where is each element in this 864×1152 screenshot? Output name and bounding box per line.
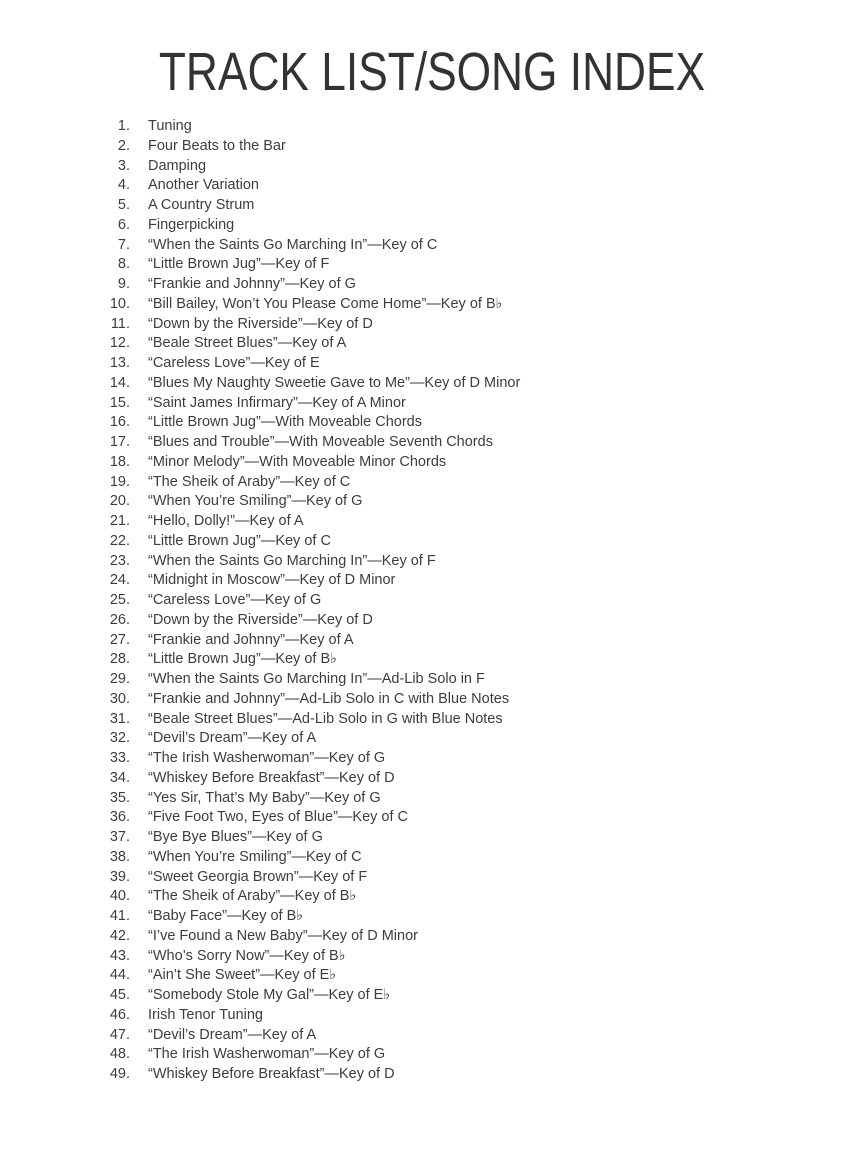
track-row bbox=[104, 374, 520, 394]
track-title: “I’ve Found a New Baby”—Key of D Minor bbox=[148, 927, 418, 944]
track-number: 47. bbox=[109, 1026, 130, 1043]
track-number: 16. bbox=[109, 414, 130, 431]
track-number: 4. bbox=[117, 177, 130, 194]
track-row bbox=[104, 1006, 520, 1026]
track-number: 13. bbox=[109, 355, 130, 371]
track-row bbox=[104, 216, 520, 236]
track-row bbox=[104, 157, 520, 177]
track-number: 22. bbox=[109, 532, 130, 549]
track-title: “Baby Face”—Key of B♭ bbox=[148, 908, 304, 924]
track-row bbox=[104, 966, 520, 986]
track-title: “When the Saints Go Marching In”—Key of F bbox=[148, 552, 436, 569]
track-list bbox=[104, 117, 520, 1085]
track-number: 15. bbox=[109, 394, 130, 411]
track-number: 39. bbox=[109, 868, 130, 885]
track-number: 8. bbox=[117, 256, 130, 273]
track-title: “Little Brown Jug”—Key of C bbox=[148, 532, 331, 549]
page-title: TRACK LIST/SONG INDEX bbox=[158, 42, 706, 102]
track-title: “The Sheik of Araby”—Key of C bbox=[148, 473, 351, 490]
track-row bbox=[104, 986, 520, 1006]
track-title: “Whiskey Before Breakfast”—Key of D bbox=[148, 769, 395, 786]
track-row bbox=[104, 137, 520, 157]
track-row bbox=[104, 631, 520, 651]
track-row bbox=[104, 473, 520, 493]
track-title: “Down by the Riverside”—Key of D bbox=[148, 315, 373, 332]
track-title: Four Beats to the Bar bbox=[148, 137, 286, 154]
track-title: “Devil’s Dream”—Key of A bbox=[148, 730, 317, 747]
track-number: 12. bbox=[109, 335, 130, 352]
track-title: “Blues My Naughty Sweetie Gave to Me”—Key of D Minor bbox=[148, 374, 521, 391]
track-number: 21. bbox=[109, 513, 130, 529]
track-row bbox=[104, 176, 520, 196]
track-title: “When the Saints Go Marching In”—Ad-Lib Solo in F bbox=[148, 671, 485, 687]
track-title: “When the Saints Go Marching In”—Key of C bbox=[148, 236, 438, 253]
track-number: 48. bbox=[109, 1046, 130, 1063]
track-number: 37. bbox=[109, 829, 130, 845]
track-number: 6. bbox=[117, 216, 130, 233]
track-title: “Bye Bye Blues”—Key of G bbox=[148, 829, 323, 845]
track-title: Fingerpicking bbox=[148, 216, 235, 233]
track-number: 10. bbox=[109, 295, 130, 312]
track-row bbox=[104, 394, 520, 414]
track-title: “The Irish Washerwoman”—Key of G bbox=[148, 1046, 386, 1063]
track-row bbox=[104, 552, 520, 572]
track-row bbox=[104, 315, 520, 335]
track-row bbox=[104, 117, 520, 137]
track-row bbox=[104, 255, 520, 275]
track-row bbox=[104, 828, 520, 848]
track-number: 45. bbox=[109, 987, 130, 1003]
track-number: 5. bbox=[117, 197, 130, 213]
track-row bbox=[104, 907, 520, 927]
track-title: “Somebody Stole My Gal”—Key of E♭ bbox=[148, 987, 391, 1003]
track-number: 2. bbox=[117, 137, 130, 154]
track-number: 14. bbox=[109, 374, 130, 391]
track-number: 30. bbox=[109, 690, 130, 707]
track-number: 42. bbox=[109, 927, 130, 944]
track-number: 32. bbox=[109, 730, 130, 747]
track-title: “Ain’t She Sweet”—Key of E♭ bbox=[148, 967, 337, 984]
track-row bbox=[104, 591, 520, 611]
track-number: 7. bbox=[117, 236, 130, 253]
track-number: 9. bbox=[117, 276, 130, 292]
track-row bbox=[104, 947, 520, 967]
track-title: “Careless Love”—Key of G bbox=[148, 592, 322, 608]
track-title: “Saint James Infirmary”—Key of A Minor bbox=[148, 394, 406, 411]
track-row bbox=[104, 532, 520, 552]
track-row bbox=[104, 196, 520, 216]
track-row bbox=[104, 453, 520, 473]
track-title: “Beale Street Blues”—Key of A bbox=[148, 335, 347, 352]
track-title: “Beale Street Blues”—Ad-Lib Solo in G with Blue Notes bbox=[148, 710, 503, 727]
track-row bbox=[104, 611, 520, 631]
track-row bbox=[104, 433, 520, 453]
track-number: 23. bbox=[109, 552, 130, 569]
track-row bbox=[104, 512, 520, 532]
track-title: “Careless Love”—Key of E bbox=[148, 355, 320, 371]
track-title: “Little Brown Jug”—With Moveable Chords bbox=[148, 414, 422, 431]
track-row bbox=[104, 650, 520, 670]
track-row bbox=[104, 729, 520, 749]
track-row bbox=[104, 749, 520, 769]
track-title: “Who’s Sorry Now”—Key of B♭ bbox=[148, 947, 346, 964]
track-row bbox=[104, 295, 520, 315]
track-title: Damping bbox=[148, 157, 207, 174]
track-row bbox=[104, 670, 520, 690]
track-number: 26. bbox=[109, 611, 130, 628]
track-number: 40. bbox=[109, 888, 130, 905]
track-number: 35. bbox=[109, 789, 130, 806]
track-number: 24. bbox=[109, 572, 130, 589]
track-number: 44. bbox=[109, 967, 130, 984]
track-number: 49. bbox=[109, 1066, 130, 1082]
track-number: 18. bbox=[109, 453, 130, 470]
track-row bbox=[104, 769, 520, 789]
track-number: 20. bbox=[109, 493, 130, 510]
track-number: 11. bbox=[110, 315, 130, 332]
track-title: “Frankie and Johnny”—Ad-Lib Solo in C with Blue Notes bbox=[148, 690, 510, 707]
track-number: 41. bbox=[109, 908, 130, 924]
track-number: 28. bbox=[109, 651, 130, 668]
track-title: “Sweet Georgia Brown”—Key of F bbox=[148, 868, 368, 885]
track-title: “Hello, Dolly!”—Key of A bbox=[148, 513, 304, 529]
track-row bbox=[104, 1045, 520, 1065]
track-number: 27. bbox=[109, 631, 130, 648]
track-title: “Devil’s Dream”—Key of A bbox=[148, 1026, 317, 1043]
track-row bbox=[104, 1026, 520, 1046]
track-number: 29. bbox=[109, 671, 130, 687]
track-number: 43. bbox=[109, 947, 130, 964]
track-number: 36. bbox=[109, 809, 130, 826]
track-number: 1. bbox=[117, 118, 130, 134]
track-title: “When You’re Smiling”—Key of C bbox=[148, 848, 362, 865]
track-row bbox=[104, 868, 520, 888]
track-row bbox=[104, 236, 520, 256]
track-row bbox=[104, 275, 520, 295]
track-row bbox=[104, 789, 520, 809]
track-title: “Little Brown Jug”—Key of B♭ bbox=[148, 651, 337, 668]
track-row bbox=[104, 710, 520, 730]
track-number: 38. bbox=[109, 848, 130, 865]
track-number: 3. bbox=[117, 157, 130, 174]
track-row bbox=[104, 354, 520, 374]
track-title: “Minor Melody”—With Moveable Minor Chords bbox=[148, 453, 447, 470]
track-title: “When You’re Smiling”—Key of G bbox=[148, 493, 363, 510]
track-row bbox=[104, 413, 520, 433]
track-title: “The Sheik of Araby”—Key of B♭ bbox=[148, 888, 357, 905]
track-number: 17. bbox=[109, 434, 130, 450]
track-row bbox=[104, 690, 520, 710]
track-title: “Frankie and Johnny”—Key of A bbox=[148, 631, 354, 648]
track-title: “The Irish Washerwoman”—Key of G bbox=[148, 750, 386, 766]
track-number: 46. bbox=[109, 1006, 130, 1023]
track-title: “Little Brown Jug”—Key of F bbox=[148, 256, 330, 273]
track-title: “Five Foot Two, Eyes of Blue”—Key of C bbox=[148, 809, 409, 826]
track-title: “Blues and Trouble”—With Moveable Seventh Chords bbox=[148, 434, 493, 450]
track-row bbox=[104, 808, 520, 828]
track-title: “Frankie and Johnny”—Key of G bbox=[148, 276, 356, 292]
track-row bbox=[104, 1065, 520, 1085]
track-number: 33. bbox=[109, 750, 130, 766]
track-row bbox=[104, 334, 520, 354]
track-number: 34. bbox=[109, 769, 130, 786]
track-row bbox=[104, 887, 520, 907]
track-number: 31. bbox=[109, 710, 130, 727]
track-number: 25. bbox=[109, 592, 130, 608]
track-row bbox=[104, 492, 520, 512]
track-number: 19. bbox=[109, 473, 130, 490]
track-title: “Whiskey Before Breakfast”—Key of D bbox=[148, 1066, 395, 1082]
track-title: “Down by the Riverside”—Key of D bbox=[148, 611, 373, 628]
track-title: “Midnight in Moscow”—Key of D Minor bbox=[148, 572, 396, 589]
track-row bbox=[104, 927, 520, 947]
track-title: “Bill Bailey, Won’t You Please Come Home”—Key of B♭ bbox=[148, 295, 503, 312]
track-title: A Country Strum bbox=[148, 197, 255, 213]
track-row bbox=[104, 848, 520, 868]
track-title: “Yes Sir, That’s My Baby”—Key of G bbox=[148, 789, 381, 806]
track-title: Another Variation bbox=[148, 177, 259, 194]
track-title: Irish Tenor Tuning bbox=[148, 1006, 263, 1023]
track-row bbox=[104, 571, 520, 591]
track-title: Tuning bbox=[148, 118, 192, 134]
